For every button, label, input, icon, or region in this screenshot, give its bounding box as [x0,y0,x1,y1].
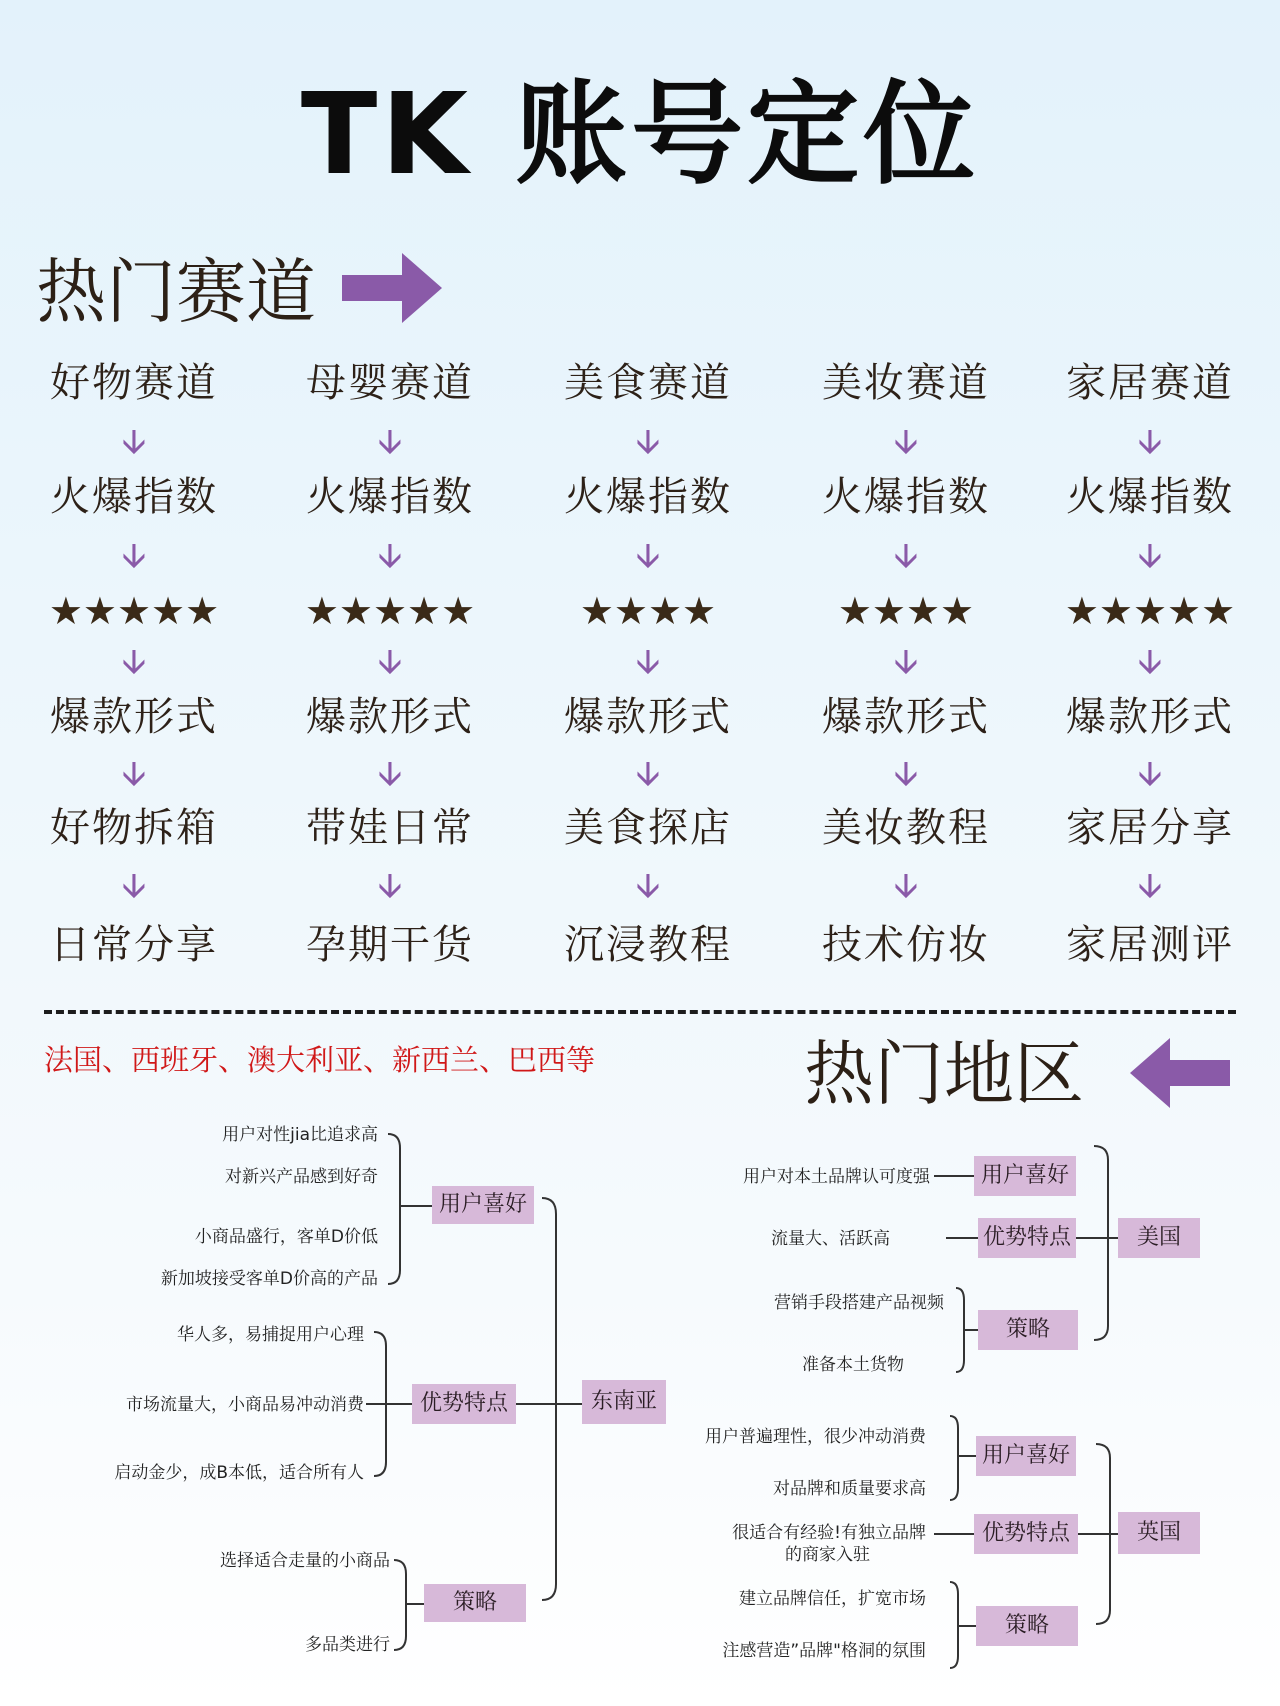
uk-advantage-item: 很适合有经验!有独立品牌 [732,1523,926,1543]
bracket-line [956,1288,964,1372]
star-rating: ★★★★★ [48,589,220,633]
track-name: 美妆赛道 [822,360,990,406]
down-arrow-icon: 🡫 [893,642,919,682]
format-2: 沉浸教程 [564,922,732,968]
uk-preference-item: 用户普遍理性，很少冲动消费 [705,1427,926,1447]
index-label: 火爆指数 [306,474,474,520]
sea-preference-item: 用户对性jia比追求高 [222,1125,378,1145]
star-rating: ★★★★★ [1064,589,1236,633]
bracket-line [388,1134,400,1284]
down-arrow-icon: 🡫 [377,536,403,576]
down-arrow-icon: 🡫 [893,754,919,794]
track-name: 家居赛道 [1066,360,1234,406]
format-1: 家居分享 [1066,805,1234,851]
usa-strategy-item: 准备本土货物 [802,1355,904,1375]
usa-preference-item: 用户对本土品牌认可度强 [743,1167,930,1187]
sea-preference-item: 对新兴产品感到好奇 [225,1167,378,1187]
down-arrow-icon: 🡫 [377,642,403,682]
page-title: TK 账号定位 [300,70,980,200]
hot-tracks-heading: 热门赛道 [36,251,316,333]
star-rating: ★★★★★ [304,589,476,633]
other-regions: 法国、西班牙、澳大利亚、新西兰、巴西等 [44,1043,596,1077]
down-arrow-icon: 🡫 [635,422,661,462]
uk-advantage-node: 优势特点 [974,1514,1078,1554]
format-label: 爆款形式 [822,694,990,740]
hot-regions-heading: 热门地区 [804,1033,1084,1115]
down-arrow-icon: 🡫 [121,866,147,906]
format-label: 爆款形式 [306,694,474,740]
down-arrow-icon: 🡫 [635,536,661,576]
down-arrow-icon: 🡫 [121,754,147,794]
sea-advantage-node: 优势特点 [412,1384,516,1424]
down-arrow-icon: 🡫 [377,866,403,906]
down-arrow-icon: 🡫 [1137,536,1163,576]
down-arrow-icon: 🡫 [893,866,919,906]
usa-advantage-node: 优势特点 [978,1218,1076,1258]
uk-advantage-item: 的商家入驻 [785,1545,870,1565]
uk-preference-item: 对品牌和质量要求高 [773,1479,926,1499]
bracket-line [542,1198,556,1600]
down-arrow-icon: 🡫 [121,422,147,462]
down-arrow-icon: 🡫 [893,536,919,576]
down-arrow-icon: 🡫 [121,642,147,682]
down-arrow-icon: 🡫 [1137,642,1163,682]
down-arrow-icon: 🡫 [635,642,661,682]
bracket-line [1094,1146,1108,1340]
uk-strategy-item: 注感营造”品牌"格洞的氛围 [722,1641,926,1661]
star-rating: ★★★★ [837,589,975,633]
format-2: 技术仿妆 [822,922,990,968]
sea-strategy-node: 策略 [424,1584,526,1622]
format-2: 孕期干货 [306,922,474,968]
down-arrow-icon: 🡫 [893,422,919,462]
usa-strategy-item: 营销手段搭建产品视频 [774,1293,944,1313]
sea-preference-item: 新加坡接受客单D价高的产品 [160,1269,378,1289]
format-1: 带娃日常 [306,805,474,851]
down-arrow-icon: 🡫 [1137,754,1163,794]
star-rating: ★★★★ [579,589,717,633]
format-1: 美食探店 [564,805,732,851]
usa-preference-node: 用户喜好 [974,1156,1076,1196]
sea-advantage-item: 华人多，易捕捉用户心理 [177,1325,364,1345]
uk-strategy-node: 策略 [976,1606,1078,1646]
format-2: 家居测评 [1066,922,1234,968]
format-1: 好物拆箱 [50,805,218,851]
format-1: 美妆教程 [822,805,990,851]
format-label: 爆款形式 [1066,694,1234,740]
track-name: 好物赛道 [50,360,218,406]
usa-region-node: 美国 [1118,1218,1200,1258]
index-label: 火爆指数 [564,474,732,520]
sea-strategy-item: 多品类进行 [305,1635,390,1655]
sea-preference-item: 小商品盛行，客单D价低 [194,1227,378,1247]
uk-preference-node: 用户喜好 [976,1436,1076,1476]
down-arrow-icon: 🡫 [377,754,403,794]
down-arrow-icon: 🡫 [635,754,661,794]
track-name: 美食赛道 [564,360,732,406]
format-2: 日常分享 [50,922,218,968]
sea-advantage-item: 启动金少，成B本低，适合所有人 [114,1463,364,1483]
bracket-line [394,1560,406,1650]
sea-preference-node: 用户喜好 [432,1186,534,1224]
sea-region-node: 东南亚 [582,1380,666,1424]
index-label: 火爆指数 [1066,474,1234,520]
bracket-line [950,1582,958,1668]
down-arrow-icon: 🡫 [377,422,403,462]
sea-strategy-item: 选择适合走量的小商品 [220,1551,390,1571]
usa-advantage-item: 流量大、活跃高 [771,1229,890,1249]
bracket-line [950,1416,958,1500]
sea-advantage-item: 市场流量大，小商品易冲动消费 [126,1395,364,1415]
uk-strategy-item: 建立品牌信任，扩宽市场 [739,1589,926,1609]
format-label: 爆款形式 [564,694,732,740]
track-name: 母婴赛道 [306,360,474,406]
usa-strategy-node: 策略 [978,1310,1078,1350]
down-arrow-icon: 🡫 [1137,866,1163,906]
down-arrow-icon: 🡫 [635,866,661,906]
index-label: 火爆指数 [822,474,990,520]
down-arrow-icon: 🡫 [121,536,147,576]
uk-region-node: 英国 [1118,1512,1200,1554]
format-label: 爆款形式 [50,694,218,740]
down-arrow-icon: 🡫 [1137,422,1163,462]
index-label: 火爆指数 [50,474,218,520]
